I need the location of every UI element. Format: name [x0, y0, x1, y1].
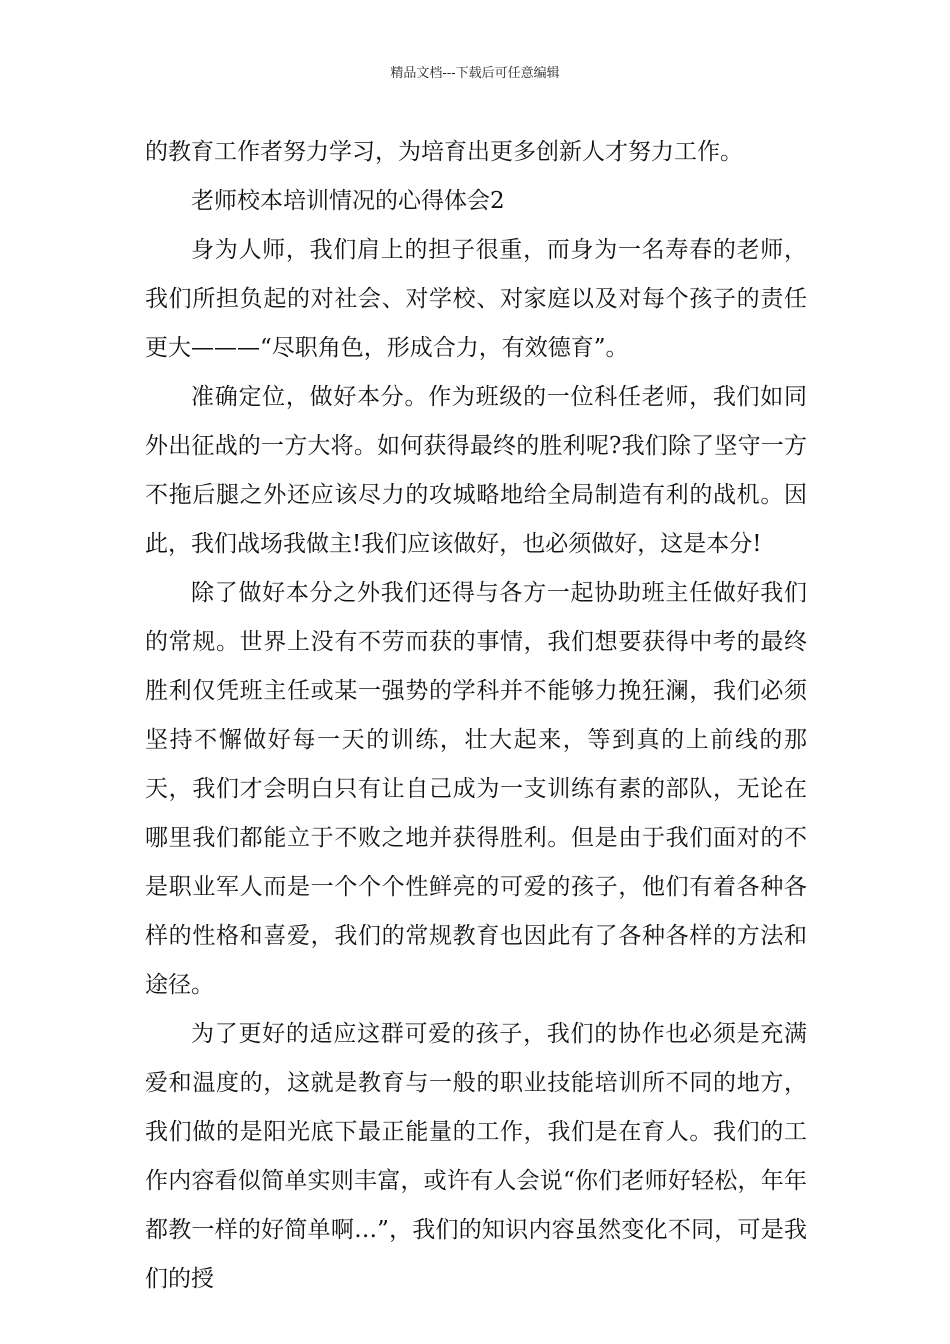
- paragraph: 除了做好本分之外我们还得与各方一起协助班主任做好我们的常规。世界上没有不劳而获的事情，我们想要获得中考的最终胜利仅凭班主任或某一强势的学科并不能够力挽狂澜，我们必须坚持不懈做好每一天的训练，壮大起来，等到真的上前线的那天，我们才会明白只有让自己成为一支训练有素的部队，无论在哪里我们都能立于不败之地并获得胜利。但是由于我们面对的不是职业军人而是一个个个性鲜亮的可爱的孩子，他们有着各种各样的性格和喜爱，我们的常规教育也因此有了各种各样的方法和途径。: [145, 580, 807, 998]
- paragraph: 准确定位，做好本分。作为班级的一位科任老师，我们如同外出征战的一方大将。如何获得最终的胜利呢?我们除了坚守一方不拖后腿之外还应该尽力的攻城略地给全局制造有利的战机。因此，我们战场我做主!我们应该做好，也必须做好，这是本分!: [145, 384, 807, 557]
- paragraph: 为了更好的适应这群可爱的孩子，我们的协作也必须是充满爱和温度的，这就是教育与一般的职业技能培训所不同的地方，我们做的是阳光底下最正能量的工作，我们是在育人。我们的工作内容看似简单实则丰富，或许有人会说“你们老师好轻松，年年都教一样的好简单啊…”，我们的知识内容虽然变化不同，可是我们的授: [145, 1021, 807, 1292]
- paragraph-continuation: 的教育工作者努力学习，为培育出更多创新人才努力工作。: [145, 139, 743, 165]
- paragraph: 身为人师，我们肩上的担子很重，而身为一名寿春的老师，我们所担负起的对社会、对学校、对家庭以及对每个孩子的责任更大———“尽职角色，形成合力，有效德育”。: [145, 237, 807, 361]
- section-heading: 老师校本培训情况的心得体会2: [191, 188, 505, 214]
- document-body: [145, 128, 807, 1304]
- page-header: 精品文档---下载后可任意编辑: [390, 66, 560, 81]
